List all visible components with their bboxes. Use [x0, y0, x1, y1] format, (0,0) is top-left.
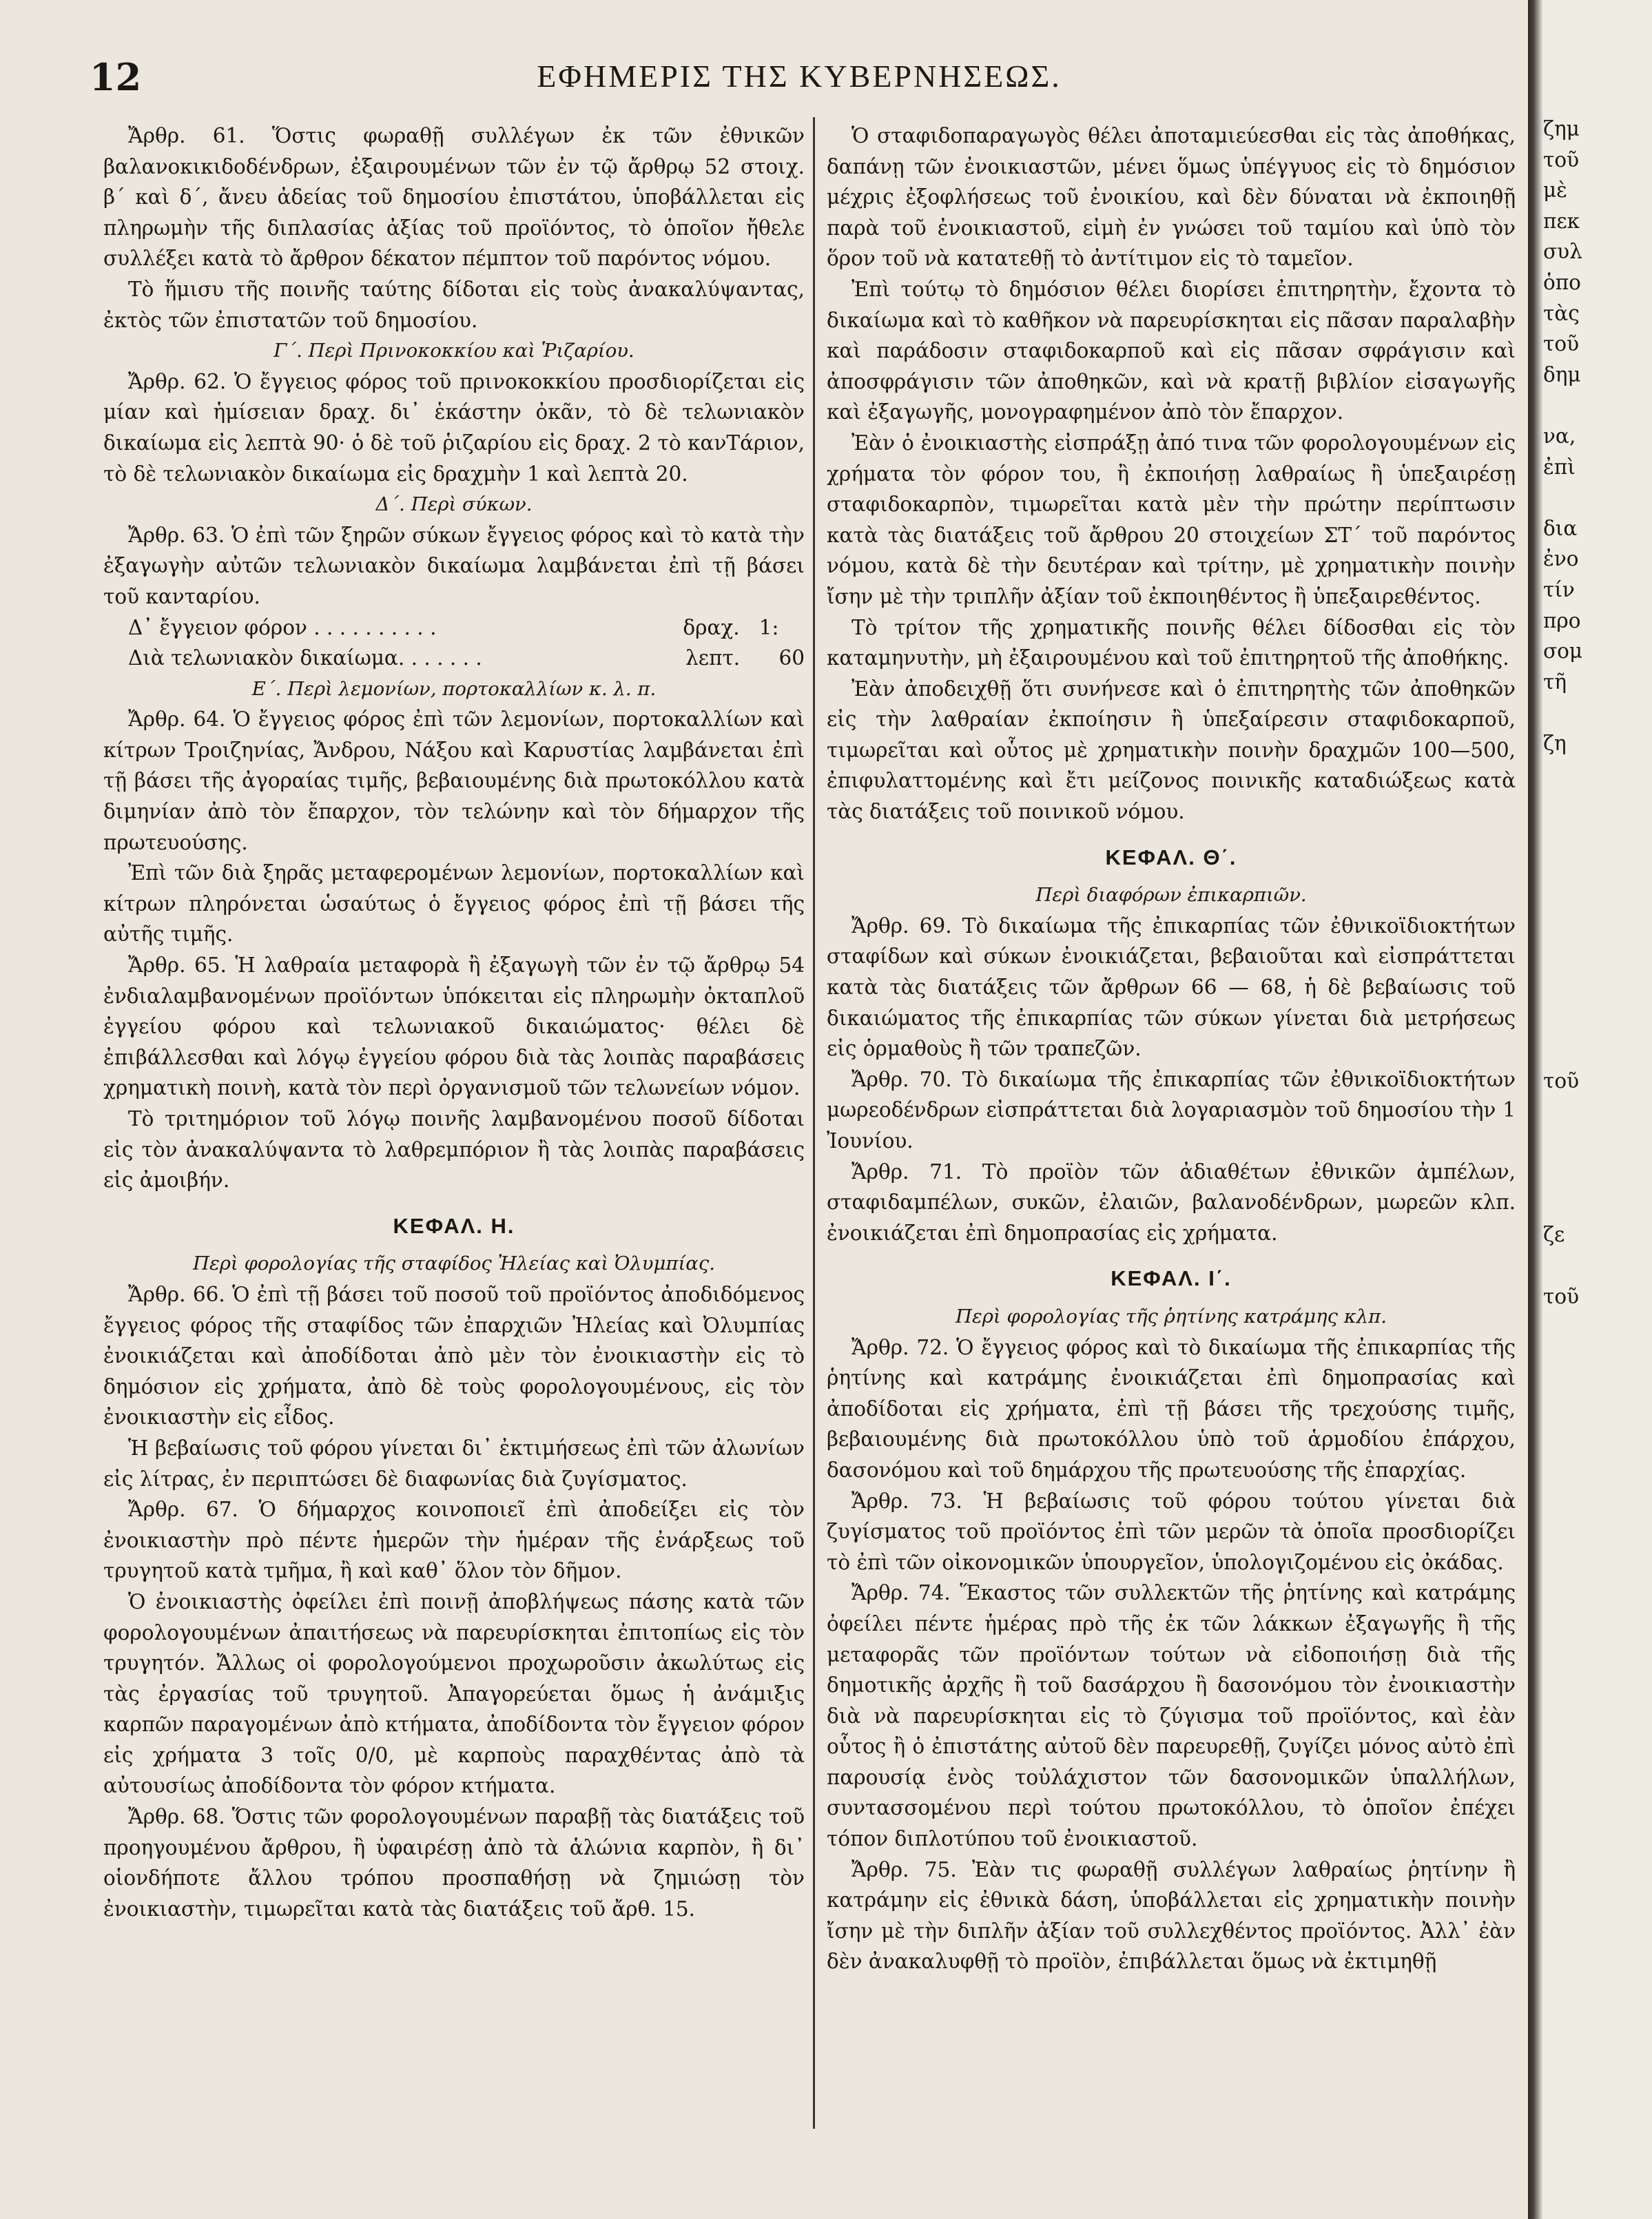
margin-fragment: [1543, 1004, 1646, 1035]
page-header: [90, 55, 1509, 110]
paragraph-article-74: Ἄρθρ. 74. Ἕκαστος τῶν συλλεκτῶν τῆς ῥητίνης καὶ κατράμης ὀφείλει πέντε ἡμέρας πρὸ τῆς ἐκ τῶν λάκκων ἐξαγωγῆς ἢ τῆς μεταφορᾶς τῶν προϊόντων τούτων νὰ εἰδοποιήσῃ διὰ τῆς δημοτικῆς ἀρχῆς ἢ τοῦ δασάρχου ἢ δασονόμου τὸν ἐνοικιαστὴν διὰ νὰ παρευρίσκηται εἰς τὸ ζύγισμα τοῦ προϊόντος, καὶ ἐὰν οὗτος ἢ ὁ ἐπιστάτης αὐτοῦ δὲν παρευρεθῇ, ζυγίζει μόνος αὐτὸ ἐπὶ παρουσίᾳ ἑνὸς τοὐλάχιστον τῶν δασονομικῶν ὑπαλλήλων, συντασσομένου περὶ τούτου πρωτοκόλλου, τὸ ὁποῖον ἐπέχει τόπον διπλοτύπου τοῦ ἐνοικιαστοῦ.: [827, 1581, 1516, 1851]
paragraph: Ἐὰν ὁ ἐνοικιαστὴς εἰσπράξῃ ἀπό τινα τῶν φορολογουμένων εἰς χρήματα τὸν φόρον του, ἢ ἐκποιήσῃ λαθραίως ἢ ὑπεξαιρέσῃ σταφιδοκαρπὸν, τιμωρεῖται κατὰ μὲν τὴν πρώτην περίπτωσιν κατὰ τὰς διατάξεις τοῦ ἄρθρου 20 στοιχείων ΣΤ΄ τοῦ παρόντος νόμου, κατὰ δὲ τὴν δευτέραν καὶ τρίτην, μὲ χρηματικὴν ποινὴν ἴσην μὲ τὴν τριπλῆν ἀξίαν τοῦ ἐκποιηθέντος ἢ ὑπεξαιρεθέντος.: [827, 431, 1516, 608]
margin-fragment: [1543, 882, 1646, 913]
margin-fragment: ζημ: [1543, 117, 1580, 141]
margin-fragment: ζε: [1543, 1223, 1565, 1247]
margin-fragment: πεκ: [1543, 209, 1580, 233]
margin-fragment: [1543, 390, 1646, 421]
margin-fragment: τοῦ: [1543, 332, 1580, 356]
right-column: [827, 121, 1516, 1977]
page-number: 12: [90, 55, 142, 99]
margin-fragment: τῆ: [1543, 670, 1567, 694]
margin-fragment: [1543, 758, 1646, 789]
margin-fragment: [1543, 912, 1646, 943]
margin-fragment: [1543, 1158, 1646, 1189]
tax-row-value: 60: [778, 646, 805, 670]
margin-fragment: ὁπο: [1543, 270, 1581, 294]
margin-fragment: δημ: [1543, 362, 1581, 386]
column-divider: [813, 117, 815, 2129]
left-column: [103, 121, 805, 1924]
paragraph: Τὸ τρίτον τῆς χρηματικῆς ποινῆς θέλει δίδοσθαι εἰς τὸν καταμηνυτὴν, μὴ ἐξαιρουμένου καὶ τοῦ ἐπιτηρητοῦ τῆς ἀποθήκης.: [827, 615, 1516, 670]
margin-fragment: ἐνο: [1543, 547, 1579, 571]
paragraph-article-61: Ἄρθρ. 61. Ὅστις φωραθῇ συλλέγων ἐκ τῶν ἐθνικῶν βαλανοκικιδοδένδρων, ἐξαιρουμένων τῶν ἐν τῷ ἄρθρῳ 52 στοιχ. β΄ καὶ δ΄, ἄνευ ἀδείας τοῦ δημοσίου ἐπιστάτου, ὑποβάλλεται εἰς πληρωμὴν τῆς διπλασίας ἀξίας τοῦ προϊόντος, τὸ ὁποῖον ἤθελε συλλέξει κατὰ τὸ ἄρθρον δέκατον πέμπτον τοῦ παρόντος νόμου.: [103, 124, 805, 271]
paragraph-article-66: Ἄρθρ. 66. Ὁ ἐπὶ τῇ βάσει τοῦ ποσοῦ τοῦ προϊόντος ἀποδιδόμενος ἔγγειος φόρος τῆς σταφίδος τῶν ἐπαρχιῶν Ἠλείας καὶ Ὀλυμπίας ἐνοικιάζεται καὶ ἀποδίδοται ἀπὸ μὲν τὸν ἐνοικιαστὴν εἰς τὸ δημόσιον εἰς χρήματα, ἀπὸ δὲ τοὺς φορολογουμένους, εἰς τὸν ἐνοικιαστὴν εἰς εἶδος.: [103, 1282, 805, 1430]
chapter-heading: ΚΕΦΑΛ. Θ΄.: [1105, 845, 1237, 869]
margin-fragment: [1543, 820, 1646, 852]
margin-fragment: [1543, 1128, 1646, 1159]
margin-fragment: [1543, 482, 1646, 513]
paragraph-article-65: Ἄρθρ. 65. Ἡ λαθραία μεταφορὰ ἢ ἐξαγωγὴ τῶν ἐν τῷ ἄρθρῳ 54 ἐνδιαλαμβανομένων προϊόντων ὑπόκειται εἰς πληρωμὴν ὀκταπλοῦ ἐγγείου φόρου καὶ τελωνιακοῦ δικαιώματος· θέλει δὲ ἐπιβάλλεσθαι καὶ λόγῳ ἐγγείου φόρου διὰ τὰς λοιπὰς παραβάσεις χρηματικὴ ποινὴ, κατὰ τὸν περὶ ὀργανισμοῦ τῶν τελωνείων νόμον.: [103, 953, 805, 1100]
margin-fragment: [1543, 789, 1646, 820]
paragraph-article-63: Ἄρθρ. 63. Ὁ ἐπὶ τῶν ξηρῶν σύκων ἔγγειος φόρος καὶ τὸ κατὰ τὴν ἐξαγωγὴν αὐτῶν τελωνιακὸν δικαίωμα λαμβάνεται ἐπὶ τῇ βάσει τοῦ κανταρίου.: [103, 523, 805, 608]
margin-fragment: τὰς: [1543, 301, 1580, 325]
paragraph-article-62: Ἄρθρ. 62. Ὁ ἔγγειος φόρος τοῦ πρινοκοκκίου προσδιορίζεται εἰς μίαν καὶ ἡμίσειαν δραχ. δι᾽ ἑκάστην ὀκᾶν, τὸ δὲ τελωνιακὸν δικαίωμα εἰς λεπτὰ 90· ὁ δὲ τοῦ ῥιζαρίου εἰς δραχ. 2 τὸ κανTάριον, τὸ δὲ τελωνιακὸν δικαίωμα εἰς δραχμὴν 1 καὶ λεπτὰ 20.: [103, 369, 805, 486]
margin-fragment: να,: [1543, 424, 1576, 448]
tax-row: [103, 612, 805, 643]
chapter-title: Περὶ διαφόρων ἐπικαρπιῶν.: [1035, 884, 1307, 907]
section-heading: Ε΄. Περὶ λεμονίων, πορτοκαλλίων κ. λ. π.: [251, 677, 657, 700]
tax-row-unit: δραχ.: [683, 615, 740, 639]
tax-row-label: Διὰ τελωνιακὸν δικαίωμα. . . . . . .: [128, 646, 482, 670]
margin-fragment: [1543, 851, 1646, 882]
chapter-title: Περὶ φορολογίας τῆς ῥητίνης κατράμης κλπ.: [955, 1305, 1387, 1328]
section-heading: Δ΄. Περὶ σύκων.: [375, 493, 533, 516]
margin-fragment: [1543, 1097, 1646, 1128]
margin-fragment: συλ: [1543, 240, 1582, 264]
margin-fragment: τοῦ: [1543, 1284, 1580, 1308]
tax-row-label: Δ᾽ ἔγγειον φόρον . . . . . . . . . .: [128, 615, 437, 639]
margin-fragment: τίν: [1543, 577, 1575, 601]
margin-fragment: [1543, 1189, 1646, 1220]
tax-row: [103, 643, 805, 674]
section-heading: Γ΄. Περὶ Πρινοκοκκίου καὶ Ῥιζαρίου.: [273, 340, 634, 362]
tax-row-value: 1:: [758, 615, 779, 639]
paragraph-article-73: Ἄρθρ. 73. Ἡ βεβαίωσις τοῦ φόρου τούτου γίνεται διὰ ζυγίσματος τοῦ προϊόντος ἐπὶ τῶν μερῶν τὰ ὁποῖα προσδιορίζει τὸ ἐπὶ τῶν οἰκονομικῶν ὑπουργεῖον, ὑπολογιζομένου εἰς ὀκάδας.: [827, 1489, 1516, 1574]
margin-fragment: ζη: [1543, 731, 1567, 755]
paragraph: Ἐὰν ἀποδειχθῇ ὅτι συνήνεσε καὶ ὁ ἐπιτηρητὴς τῶν ἀποθηκῶν εἰς τὴν λαθραίαν ἐκποίησιν ἢ ὑπεξαίρεσιν σταφιδοκαρποῦ, τιμωρεῖται καὶ οὗτος μὲ χρηματικὴν ποινὴν δραχμῶν 100—500, ἐπιφυλαττομένης καὶ ἔτι μείζονος ποινικῆς καταδιώξεως κατὰ τὰς διατάξεις τοῦ ποινικοῦ νόμου.: [827, 677, 1516, 824]
paragraph: Ὁ σταφιδοπαραγωγὸς θέλει ἀποταμιεύεσθαι εἰς τὰς ἀποθήκας, δαπάνῃ τῶν ἐνοικιαστῶν, μένει ὅμως ὑπέγγυος εἰς τὸ δημόσιον μέχρις ἐξοφλήσεως τοῦ ἐνοικίου, καὶ δὲν δύναται νὰ ἐκποιηθῇ παρὰ τοῦ ἐνοικιαστοῦ, εἰμὴ ἐν γνώσει τοῦ ταμίου καὶ ὑπὸ τὸν ὅρον τοῦ νὰ κατατεθῇ τὸ ἀντίτιμον εἰς τὸ ταμεῖον.: [827, 124, 1516, 271]
margin-fragment: προ: [1543, 608, 1581, 632]
chapter-heading: ΚΕΦΑΛ. Η.: [393, 1213, 515, 1238]
running-title: ΕΦΗΜΕΡΙΣ ΤΗΣ ΚΥΒΕΡΝΗΣΕΩΣ.: [537, 59, 1062, 94]
paragraph-article-68: Ἄρθρ. 68. Ὅστις τῶν φορολογουμένων παραβῇ τὰς διατάξεις τοῦ προηγουμένου ἄρθρου, ἢ ὑφαιρέσῃ ἀπὸ τὰ ἁλώνια καρπὸν, ἢ δι᾽ οἱονδήποτε ἄλλου τρόπου προσπαθήσῃ νὰ ζημιώσῃ τὸν ἐνοικιαστὴν, τιμωρεῖται κατὰ τὰς διατάξεις τοῦ ἄρθ. 15.: [103, 1805, 805, 1921]
margin-fragment: μὲ: [1543, 178, 1568, 203]
paragraph-article-64: Ἄρθρ. 64. Ὁ ἔγγειος φόρος ἐπὶ τῶν λεμονίων, πορτοκαλλίων καὶ κίτρων Τροιζηνίας, Ἄνδρου, Νάξου καὶ Καρυστίας λαμβάνεται ἐπὶ τῇ βάσει τῆς ἀγοραίας τιμῆς, βεβαιουμένης διὰ πρωτοκόλλου κατὰ διμηνίαν ἀπὸ τὸν ἔπαρχον, τὸν τελώνην καὶ τὸν δήμαρχον τῆς πρωτευούσης.: [103, 708, 805, 854]
paragraph-article-67: Ἄρθρ. 67. Ὁ δήμαρχος κοινοποιεῖ ἐπὶ ἀποδείξει εἰς τὸν ἐνοικιαστὴν πρὸ πέντε ἡμερῶν τὴν ἡμέραν τῆς ἐνάρξεως τοῦ τρυγητοῦ κατὰ τμῆμα, ἢ καὶ καθ᾽ ὅλον τὸν δῆμον.: [103, 1498, 805, 1583]
paragraph: Ὁ ἐνοικιαστὴς ὀφείλει ἐπὶ ποινῇ ἀποβλήψεως πάσης κατὰ τῶν φορολογουμένων ἀπαιτήσεως νὰ παρευρίσκηται ἐπιτοπίως εἰς τὸν τρυγητόν. Ἄλλως οἱ φορολογούμενοι προχωροῦσιν ἀκωλύτως εἰς τὰς ἐργασίας τοῦ τρυγητοῦ. Ἀπαγορεύεται ὅμως ἡ ἀνάμιξις καρπῶν παραγομένων ἀπὸ κτήματα, ἀποδίδοντα τὸν ἔγγειον φόρον εἰς χρήματα 3 τοῖς 0/0, μὲ καρποὺς παραχθέντας ἀπὸ τὰ αὐτουσίως ἀποδίδοντα τὸν φόρον κτήματα.: [103, 1589, 805, 1798]
paragraph-article-75: Ἄρθρ. 75. Ἐὰν τις φωραθῇ συλλέγων λαθραίως ῥητίνην ἢ κατράμην εἰς ἐθνικὰ δάση, ὑποβάλλεται εἰς χρηματικὴν ποινὴν ἴσην μὲ τὴν διπλῆν ἀξίαν τοῦ συλλεχθέντος προϊόντος. Ἀλλ᾽ ἐὰν δὲν ἀνακαλυφθῇ τὸ προϊὸν, ἐπιβάλλεται ὅμως νὰ ἐκτιμηθῇ: [827, 1857, 1516, 1974]
paragraph: Ἐπὶ τούτῳ τὸ δημόσιον θέλει διορίσει ἐπιτηρητὴν, ἔχοντα τὸ δικαίωμα καὶ τὸ καθῆκον νὰ παρευρίσκηται εἰς πᾶσαν παραλαβὴν καὶ παράδοσιν σταφιδοκαρποῦ καὶ εἰς πᾶσαν σφράγισιν καὶ ἀποσφράγισιν τῶν ἀποθηκῶν, καὶ νὰ κρατῇ βιβλίον εἰσαγωγῆς καὶ ἐξαγωγῆς, μονογραφημένον ἀπὸ τὸν ἔπαρχον.: [827, 277, 1516, 424]
paragraph: Τὸ ἥμισυ τῆς ποινῆς ταύτης δίδοται εἰς τοὺς ἀνακαλύψαντας, ἐκτὸς τῶν ἐπιστατῶν τοῦ δημοσίου.: [103, 277, 805, 332]
margin-fragment: [1543, 697, 1646, 728]
paragraph: Ἡ βεβαίωσις τοῦ φόρου γίνεται δι᾽ ἐκτιμήσεως ἐπὶ τῶν ἀλωνίων εἰς λίτρας, ἐν περιπτώσει δὲ διαφωνίας διὰ ζυγίσματος.: [103, 1436, 805, 1491]
tax-row-unit: λεπτ.: [685, 646, 741, 670]
paragraph: Ἐπὶ τῶν διὰ ξηρᾶς μεταφερομένων λεμονίων, πορτοκαλλίων καὶ κίτρων πληρόνεται ὡσαύτως ὁ ἔγγειος φόρος ἐπὶ τῇ βάσει τῆς αὐτῆς τιμῆς.: [103, 861, 805, 947]
paragraph-article-72: Ἄρθρ. 72. Ὁ ἔγγειος φόρος καὶ τὸ δικαίωμα τῆς ἐπικαρπίας τῆς ῥητίνης καὶ κατράμης ἐνοικιάζεται ἐπὶ δημοπρασίας καὶ ἀποδίδοται εἰς χρήματα, ἐπὶ τῇ βάσει τῆς τρεχούσης τιμῆς, βεβαιουμένης διὰ πρωτοκόλλου ὑπὸ τοῦ ἁρμοδίου ἐπάρχου, δασονόμου καὶ τοῦ δημάρχου τῆς πρωτευούσης τῆς ἐπαρχίας.: [827, 1335, 1516, 1482]
margin-fragment: τοῦ: [1543, 147, 1580, 172]
paragraph-article-69: Ἄρθρ. 69. Τὸ δικαίωμα τῆς ἐπικαρπίας τῶν ἐθνικοϊδιοκτήτων σταφίδων καὶ σύκων ἐνοικιάζεται, βεβαιοῦται καὶ εἰσπράττεται κατὰ τὰς διατάξεις τῶν ἄρθρων 66 — 68, ἡ δὲ βεβαίωσις τοῦ δικαιώματος τῆς ἐπικαρπίας τῶν σύκων γίνεται διὰ μετρήσεως εἰς ὁρμαθοὺς ἢ τῶν τραπεζῶν.: [827, 914, 1516, 1061]
paragraph: Τὸ τριτημόριον τοῦ λόγῳ ποινῆς λαμβανομένου ποσοῦ δίδοται εἰς τὸν ἀνακαλύψαντα τὸ λαθρεμπόριον ἢ τὰς λοιπὰς παραβάσεις εἰς ἀμοιβήν.: [103, 1107, 805, 1193]
adjacent-page-fragments: [1543, 114, 1646, 1312]
paragraph-article-71: Ἄρθρ. 71. Τὸ προϊὸν τῶν ἀδιαθέτων ἐθνικῶν ἀμπέλων, σταφιδαμπέλων, συκῶν, ἐλαιῶν, βαλανοδένδρων, μωρεῶν κλπ. ἐνοικιάζεται ἐπὶ δημοπρασίας εἰς χρήματα.: [827, 1159, 1516, 1245]
chapter-title: Περὶ φορολογίας τῆς σταφίδος Ἠλείας καὶ Ὀλυμπίας.: [193, 1252, 715, 1275]
chapter-heading: ΚΕΦΑΛ. Ι΄.: [1111, 1266, 1232, 1291]
margin-fragment: ἐπὶ: [1543, 455, 1576, 479]
margin-fragment: [1543, 974, 1646, 1005]
margin-fragment: [1543, 943, 1646, 974]
paragraph-article-70: Ἄρθρ. 70. Τὸ δικαίωμα τῆς ἐπικαρπίας τῶν ἐθνικοϊδιοκτήτων μωρεοδένδρων εἰσπράττεται διὰ λογαριασμὸν τοῦ δημοσίου τὴν 1 Ἰουνίου.: [827, 1067, 1516, 1153]
margin-fragment: [1543, 1250, 1646, 1281]
margin-fragment: τοῦ: [1543, 1069, 1580, 1093]
margin-fragment: σομ: [1543, 639, 1583, 663]
margin-fragment: [1543, 1035, 1646, 1066]
margin-fragment: δια: [1543, 516, 1578, 540]
